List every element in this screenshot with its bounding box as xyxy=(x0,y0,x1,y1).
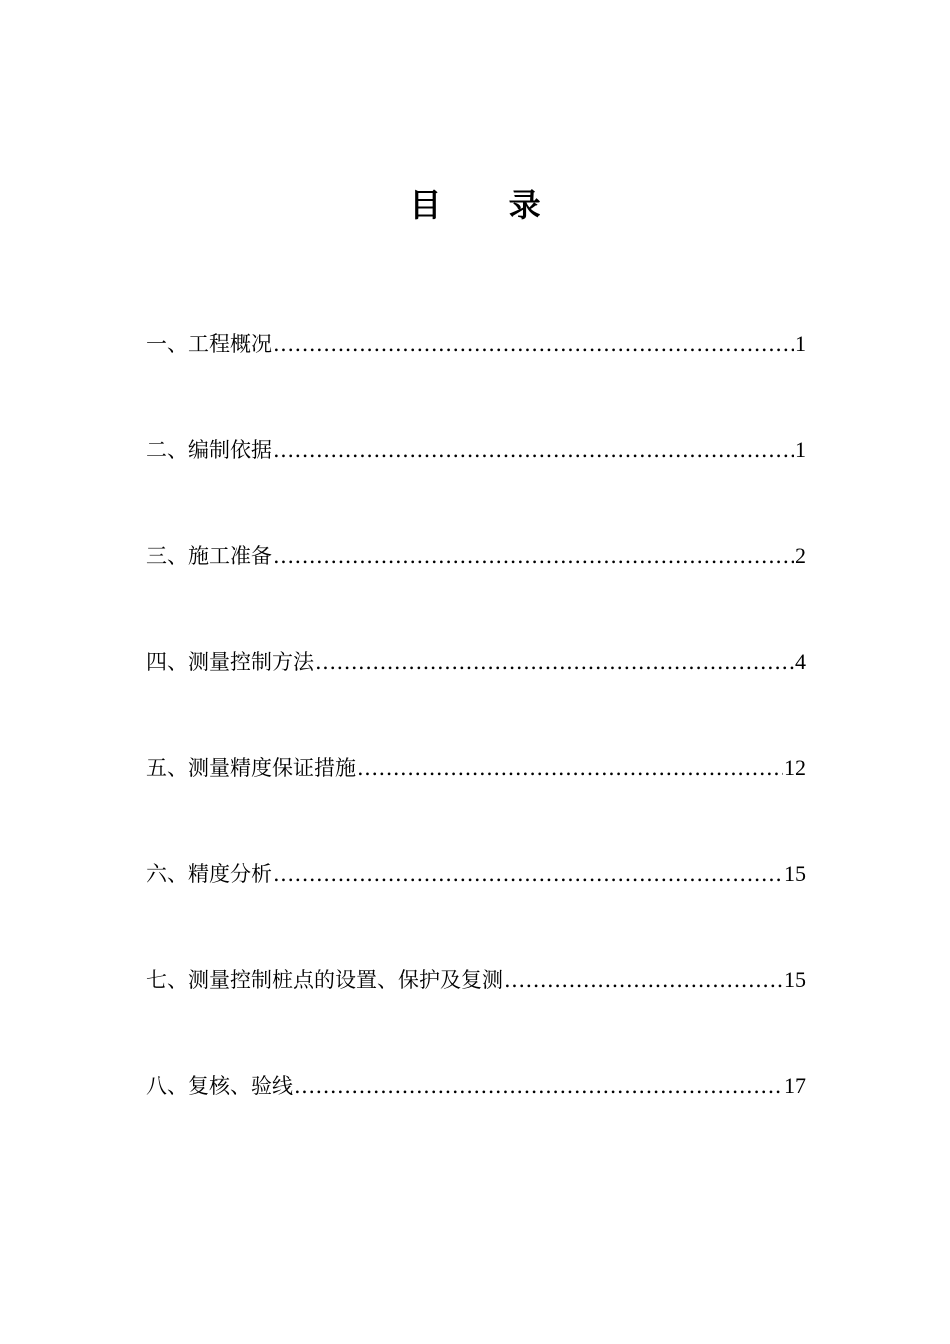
toc-page-number: 15 xyxy=(784,861,806,886)
toc-entry-label: 六、精度分析 xyxy=(146,862,272,886)
toc-dot-leader xyxy=(315,640,794,684)
toc-entry-label: 四、测量控制方法 xyxy=(146,650,314,674)
toc-entry-2[interactable] xyxy=(146,428,806,534)
toc-entry-label: 三、施工准备 xyxy=(146,544,272,568)
toc-entry-5[interactable] xyxy=(146,746,806,852)
toc-entry-label: 八、复核、验线 xyxy=(146,1074,293,1098)
toc-entry-label: 一、工程概况 xyxy=(146,332,272,356)
toc-dot-leader xyxy=(273,534,794,578)
toc-entry-4[interactable] xyxy=(146,640,806,746)
toc-entry-3[interactable] xyxy=(146,534,806,640)
table-of-contents xyxy=(146,322,806,1170)
toc-entry-8[interactable] xyxy=(146,1064,806,1170)
toc-page-number: 15 xyxy=(784,967,806,992)
toc-page-number: 2 xyxy=(795,543,806,568)
toc-page-number: 12 xyxy=(784,755,806,780)
toc-page-number: 1 xyxy=(795,437,806,462)
toc-entry-label: 五、测量精度保证措施 xyxy=(146,756,356,780)
toc-dot-leader xyxy=(504,958,783,1002)
toc-dot-leader xyxy=(357,746,783,790)
toc-page-number: 1 xyxy=(795,331,806,356)
toc-entry-label: 七、测量控制桩点的设置、保护及复测 xyxy=(146,968,503,992)
toc-page-number: 17 xyxy=(784,1073,806,1098)
toc-entry-1[interactable] xyxy=(146,322,806,428)
toc-dot-leader xyxy=(273,322,794,366)
toc-dot-leader xyxy=(294,1064,783,1108)
page-title: 目 录 xyxy=(409,186,569,224)
toc-entry-label: 二、编制依据 xyxy=(146,438,272,462)
toc-dot-leader xyxy=(273,428,794,472)
toc-entry-6[interactable] xyxy=(146,852,806,958)
toc-dot-leader xyxy=(273,852,783,896)
toc-entry-7[interactable] xyxy=(146,958,806,1064)
toc-page-number: 4 xyxy=(795,649,806,674)
